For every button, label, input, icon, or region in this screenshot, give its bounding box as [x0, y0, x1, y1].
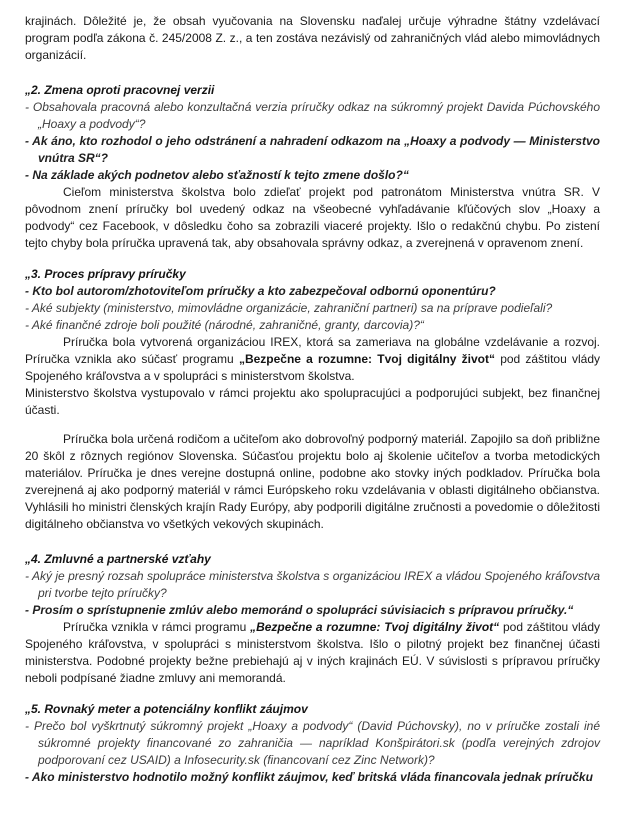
program-title-bold: „Bezpečne a rozumne: Tvoj digitálny život“ — [238, 352, 495, 366]
section-3-heading: „3. Proces prípravy príručky — [25, 267, 186, 281]
section-4-question-1: - Aký je presný rozsah spolupráce ministerstva školstva s organizáciou IREX a vládou Spojeného kráľovstva pri tvorbe tejto príručky? — [25, 569, 600, 600]
answer-text-run: pod záštitou vlády Spojeného kráľovstva, v spolupráci s ministerstvom školstva. Išlo o pilotný projekt bez finančnej účasti ministerstva. Podobné projekty bežne prebiehajú aj v iných krajinách EÚ. V súvislosti s prípravou príručky neboli podpísané žiadne zmluvy ani memorandá. — [25, 620, 600, 685]
answer-text-run: Príručka bola vytvorená organizáciou IREX, ktorá sa zameriava na globálne vzdelávanie a rozvoj. Príručka vznikla ako súčasť programu — [25, 335, 600, 366]
section-5-heading: „5. Rovnaký meter a potenciálny konflikt záujmov — [25, 702, 308, 716]
section-3-answer-paragraph-3: Príručka bola určená rodičom a učiteľom ako dobrovoľný podporný materiál. Zapojilo sa doň približne 20 škôl z rôznych regiónov Slovenska. Súčasťou projektu bolo aj školenie učiteľov a tvorba metodických materiálov. Príručka je dnes verejne dostupná online, podobne ako stovky iných podkladov. Príručka bola zverejnená aj ako podporný materiál v rámci Európskeho roku vzdelávania v oblasti digitálneho občianstva. Vyhlásili ho ministri členských krajín Rady Európy, aby podporili digitálne zručnosti a povedomie o dôležitosti digitálneho občianstva vo všetkých vekových skupinách. — [25, 432, 600, 531]
section-5-question-1: - Prečo bol vyškrtnutý súkromný projekt „Hoaxy a podvody“ (David Púchovsky), no v príručke zostali iné súkromné projekty financované zo zahraničia — napríklad Konšpirátori.sk (podľa verejných zdrojov podporovaní cez USAID) a Infosecurity.sk (financovaní cez Zinc Network)? — [25, 719, 600, 767]
section-3-question-2: - Aké subjekty (ministerstvo, mimovládne organizácie, zahraniční partneri) sa na príprave podieľali? — [25, 301, 553, 315]
section-2-answer-paragraph: Cieľom ministerstva školstva bolo zdieľať projekt pod patronátom Ministerstva vnútra SR. V pôvodnom znení príručky bol uvedený odkaz na všeobecné vyhľadávanie kľúčových slov „Hoaxy a podvody“ cez Facebook, v dôsledku čoho sa zobrazili viaceré projekty. Išlo o redakčnú chybu. Po zistení tejto chyby bola príručka upravená tak, aby obsahovala správny odkaz, a zverejnená v opravenom znení. — [25, 185, 600, 250]
program-title-bold-italic: „Bezpečne a rozumne: Tvoj digitálny život“ — [250, 620, 500, 634]
section-5-question-2: - Ako ministerstvo hodnotilo možný konflikt záujmov, keď britská vláda financovala jednak príručku — [25, 770, 593, 784]
section-4-question-2: - Prosím o sprístupnenie zmlúv alebo memoránd o spolupráci súvisiacich s prípravou príručky.“ — [25, 603, 574, 617]
section-2-question-1: - Obsahovala pracovná alebo konzultačná verzia príručky odkaz na súkromný projekt Davida Púchovského „Hoaxy a podvody“? — [25, 100, 600, 131]
answer-text-run: Príručka vznikla v rámci programu — [63, 620, 251, 634]
section-4-heading: „4. Zmluvné a partnerské vzťahy — [25, 552, 211, 566]
section-2-heading: „2. Zmena oproti pracovnej verzii — [25, 83, 215, 97]
section-3-answer-paragraph-1 — [25, 334, 600, 385]
section-3-answer-paragraph-2: Ministerstvo školstva vystupovalo v rámci projektu ako spolupracujúci a podporujúci subjekt, bez finančnej účasti. — [25, 386, 600, 417]
section-4-answer-paragraph — [25, 619, 600, 687]
section-3-question-1: - Kto bol autorom/zhotoviteľom príručky a kto zabezpečoval odbornú oponentúru? — [25, 284, 496, 298]
intro-paragraph: krajinách. Dôležité je, že obsah vyučovania na Slovensku naďalej určuje výhradne štátny vzdelávací program podľa zákona č. 245/2008 Z. z., a ten zostáva nezávislý od zahraničných vlád alebo mimovládnych organizácií. — [25, 14, 600, 62]
answer-text-run: pod záštitou vlády Spojeného kráľovstva a v spolupráci s ministerstvom školstva. — [25, 352, 600, 383]
section-2-question-2: - Ak áno, kto rozhodol o jeho odstránení a nahradení odkazom na „Hoaxy a podvody — Ministerstvo vnútra SR“? — [25, 134, 600, 165]
section-2-question-3: - Na základe akých podnetov alebo sťažností k tejto zmene došlo?“ — [25, 168, 409, 182]
section-3-question-3: - Aké finančné zdroje boli použité (národné, zahraničné, granty, darcovia)?“ — [25, 318, 424, 332]
